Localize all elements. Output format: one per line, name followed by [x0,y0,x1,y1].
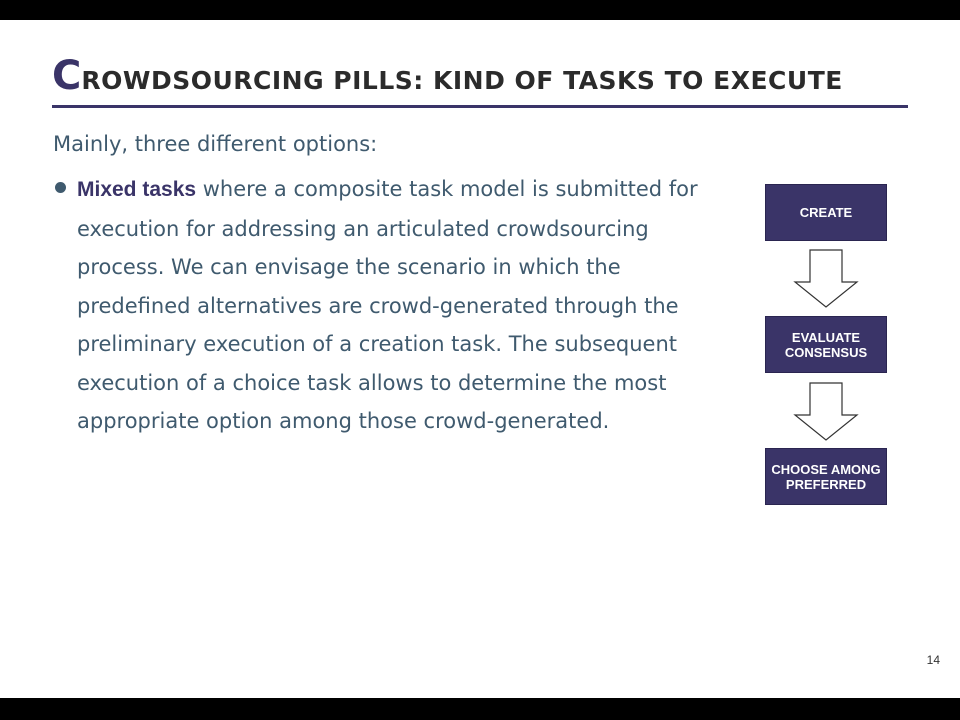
slide [0,20,960,698]
title-underline [52,105,908,108]
flow-box-choose-among-preferred [765,448,887,505]
down-arrow-icon [793,249,859,309]
intro-text: Mainly, three different options: [53,132,378,156]
letterbox-top [0,0,960,20]
slide-title-initial: C [52,53,82,99]
slide-title-rest: ROWDSOURCING PILLS: KIND OF TASKS TO EXECUTE [81,66,843,95]
flow-box-evaluate-consensus [765,316,887,373]
slide-title [52,53,843,99]
flow-box-choose-line1: CHOOSE AMONG [771,461,881,477]
bullet-line-1 [77,170,743,210]
flow-box-choose-line2: PREFERRED [785,476,867,492]
bullet-strong-term: Mixed tasks [77,178,197,201]
bullet-dot [55,182,66,193]
flow-box-create [765,184,887,241]
bullet-line-5: preliminary execution of a creation task. The subsequent [77,332,678,356]
bullet-line-7: appropriate option among those crowd-generated. [77,409,610,433]
flow-box-create-label: CREATE [799,205,853,220]
bullet-line-1-text: where a composite task model is submitted for [196,177,698,201]
bullet-item [53,170,743,441]
bullet-line-4: predefined alternatives are crowd-generated through the [77,293,679,318]
flow-box-evaluate-line1: EVALUATE [791,329,861,345]
bullet-line-3: process. We can envisage the scenario in which the [77,255,621,279]
bullet-line-2: execution for addressing an articulated crowdsourcing [77,216,649,241]
bullet-line-6: execution of a choice task allows to determine the most [77,370,667,395]
flow-box-evaluate-line2: CONSENSUS [784,344,868,360]
letterbox-bottom [0,698,960,720]
down-arrow-icon [793,382,859,442]
page-number: 14 [926,653,940,667]
